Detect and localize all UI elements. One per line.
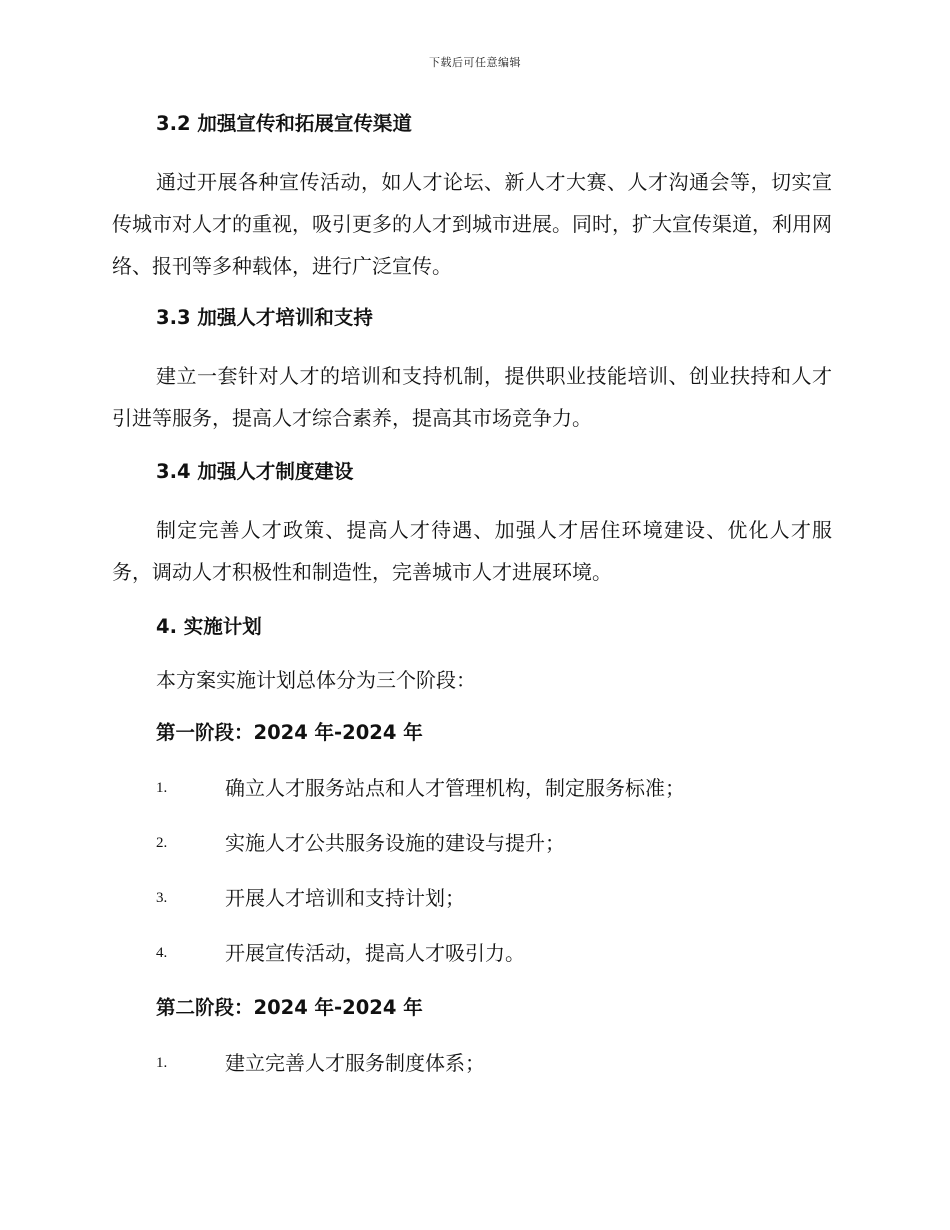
section-body-3-4: 制定完善人才政策、提高人才待遇、加强人才居住环境建设、优化人才服务，调动人才积极性和制造性，完善城市人才进展环境。: [112, 518, 832, 584]
list-text: 确立人才服务站点和人才管理机构，制定服务标准；: [225, 776, 685, 800]
section-heading-3-4: 3.4 加强人才制度建设: [156, 460, 354, 483]
section-body-3-3: 建立一套针对人才的培训和支持机制，提供职业技能培训、创业扶持和人才引进等服务，提高人才综合素养，提高其市场竞争力。: [112, 364, 832, 430]
phase-one-title: 第一阶段：2024 年-2024 年: [156, 721, 423, 744]
page-header: 下载后可任意编辑: [429, 56, 521, 69]
list-text: 开展宣传活动，提高人才吸引力。: [225, 941, 525, 965]
list-text: 建立完善人才服务制度体系；: [225, 1051, 485, 1075]
document-body: [112, 108, 832, 1079]
list-text: 开展人才培训和支持计划；: [225, 886, 465, 910]
section-body-3-2: 通过开展各种宣传活动，如人才论坛、新人才大赛、人才沟通会等，切实宣传城市对人才的重视，吸引更多的人才到城市进展。同时，扩大宣传渠道，利用网络、报刊等多种载体，进行广泛宣传。: [112, 170, 832, 278]
section-heading-4: 4. 实施计划: [156, 615, 262, 638]
list-text: 实施人才公共服务设施的建设与提升；: [225, 831, 565, 855]
plan-intro: 本方案实施计划总体分为三个阶段：: [156, 668, 476, 692]
list-number: 1.: [156, 780, 168, 796]
list-number: 3.: [156, 890, 168, 906]
list-item: [112, 772, 832, 804]
list-number: 2.: [156, 835, 168, 851]
section-heading-3-3: 3.3 加强人才培训和支持: [156, 306, 373, 329]
list-number: 4.: [156, 945, 168, 961]
list-item: [112, 1047, 832, 1079]
section-heading-3-2: 3.2 加强宣传和拓展宣传渠道: [156, 112, 412, 135]
list-number: 1.: [156, 1055, 168, 1071]
list-item: [112, 937, 832, 969]
list-item: [112, 827, 832, 859]
phase-two-title: 第二阶段：2024 年-2024 年: [156, 996, 423, 1019]
list-item: [112, 882, 832, 914]
